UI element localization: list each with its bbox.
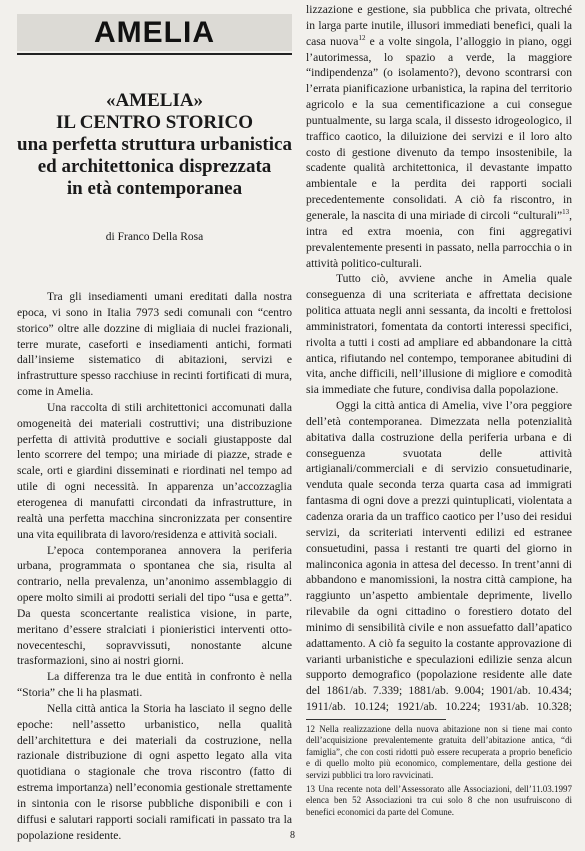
footnotes bbox=[306, 724, 572, 821]
article-author: di Franco Della Rosa bbox=[105, 231, 204, 243]
header-bar bbox=[17, 14, 292, 51]
body-text-span: , intra ed extra moenia, con fini aggregativi prevalentemente presenti in passato, nella parrocchia o in attività politico-culturali. bbox=[306, 208, 572, 270]
header-rule bbox=[17, 53, 292, 55]
body-paragraph: La differenza tra le due entità in confronto è nella “Storia” che li ha plasmati. bbox=[17, 670, 292, 700]
right-column bbox=[306, 0, 572, 715]
footnote: 13 Una recente nota dell’Assessorato alle Associazioni, dell’11.03.1997 elenca ben 52 Associazioni tra cui solo 8 che non usufruiscono di benefici economici da parte del Comune. bbox=[306, 784, 572, 817]
body-text-span: e a volte singola, l’alloggio in piano, oggi l’autorimessa, lo spazio a verde, la maggiore “indipendenza” (o isolamento?), devono scontrarsi con l’errata pianificazione urbanistica, la rapina del territorio agricolo e la sua cementificazione a cui consegue puntualmente, su larga scala, il dissesto idrogeologico, il traffico caotico, la diluizione dei servizi e il loro alto costo di gestione divenuto da tempo insostenibile, la scadente qualità architettonica, il devastante impatto ambientale e la perdita dei rapporti sociali precedentemente consolidati. A ciò fa riscontro, in generale, la nascita di una miriade di circoli “culturali” bbox=[306, 34, 572, 222]
body-paragraph-continued bbox=[306, 2, 572, 271]
body-text-span: lizzazione e gestione, sia pubblica che privata, oltreché in larga parte inutile, illusori immediati benefici, quali la casa nuova bbox=[306, 3, 572, 48]
body-paragraph: Una raccolta di stili architettonici accomunati dalla omogeneità dei materiali costruttivi; una distribuzione perfetta di attività produttive e sociali giustapposte dal lento scorrere del tempo; una miriade di piazze, strade e scale, orti e giardini disseminati e riordinati nel tempo ad utile di ogni necessità. In apparenza un’accozzaglia eterogenea di manufatti circondati da infrastrutture, in realtà una perfetta macchina sincronizzata per consentire una vita equilibrata di lavoro/residenza e attività sociali. bbox=[17, 400, 292, 541]
body-paragraph: Tutto ciò, avviene anche in Amelia quale conseguenza di una scriteriata e affrettata decisione politica attuata negli anni sessanta, da incolti e frettolosi amministratori, fomentata da contorti interessi specifici, rivolta a tutti i costi ad ampliare ed abbandonare la città antica, rifiutando nel contempo, temporanee abitudini di vita, anche difficili, nell’illusione di migliore e comodità sia immediate che future, condivisa dalla popolazione. bbox=[306, 272, 572, 397]
left-body-text bbox=[17, 289, 292, 845]
footnote-rule bbox=[306, 719, 446, 720]
left-column bbox=[17, 60, 292, 845]
right-body-text bbox=[306, 2, 572, 715]
article-title-line: IL CENTRO STORICO bbox=[55, 112, 254, 133]
article-title-line: una perfetta struttura urbanistica bbox=[17, 134, 292, 155]
article-title-line: in età contemporanea bbox=[66, 178, 243, 199]
page-number: 8 bbox=[290, 830, 295, 841]
body-paragraph: Nella città antica la Storia ha lasciato il segno delle epoche: nell’assetto urbanistico, nella qualità dell’architettura e dei materiali da costruzione, nella razionale distribuzione di ogni aspetto legato alla vita quotidiana o stagionale che trova riscontro (fatto di estrema importanza) nell’economia gestionale strettamente in sintonia con le risorse pubbliche disponibili e con i diffusi e salutari rapporti sociali ramificati in passato tra la popolazione residente. bbox=[17, 701, 292, 842]
footnote-ref: 12 bbox=[358, 33, 366, 42]
running-header-title: AMELIA bbox=[94, 16, 215, 49]
body-paragraph: Oggi la città antica di Amelia, vive l’ora peggiore dell’età contemporanea. Dimezzata nella potenzialità abitativa dalla costruzione della periferia urbana e di conseguenza svuotata delle attività artigianali/commerciali e di servizio consuetudinarie, venduta quale seconda terza quarta casa ad immigrati fantasma di ogni dove a prezzi quintuplicati, violentata a cadenza oraria da un traffico caotico per l’uso dei residui servizi, da scriteriati interventi edilizi ed estranee consuetudini, passa i restanti tre quarti del giorno in malinconica agonia in attesa del decesso. In trent’anni di abbandono e manomissioni, la nostra città campione, ha raggiunto un’aspetto ambientale deprimente, livello rilevabile da ogni cittadino o forestiero dotato del minimo di sensibilità civile e non assuefatto dall’apatico adattamento. A ciò fa seguito la costante approvazione di varianti urbanistiche e speculazioni edilizie senza alcun supporto demografico (popolazione residente alle date del 1861/ab. 7.339; 1881/ab. 9.004; 1901/ab. 10.434; 1911/ab. 10.124; 1921/ab. 10.224; 1931/ab. 10.328; bbox=[306, 399, 572, 714]
footnote: 12 Nella realizzazione della nuova abitazione non si tiene mai conto dell’acquisizione prevalentemente gratuita dell’abitazione antica, “di famiglia”, che con costi ridotti può essere recuperata a proprio beneficio e di quello molto più economico, complementare, della gestione dei servizi pubblici tra loro ravvicinati. bbox=[306, 724, 572, 780]
article-title-line: ed architettonica disprezzata bbox=[37, 156, 272, 177]
body-paragraph: L’epoca contemporanea annovera la periferia urbana, programmata o spontanea che sia, risulta al contrario, nella prevalenza, un’anonimo assemblaggio di opere molto simili ai prodotti seriali del tipo “usa e getta”. Da questa sconcertante realistica visione, in parte, meritano d’essere stralciati i pionieristici interventi otto-novecenteschi, sopravvissuti, nonostante alcune trasformazioni, sino ai nostri giorni. bbox=[17, 543, 292, 668]
article-title bbox=[17, 90, 292, 200]
footnote-ref: 13 bbox=[562, 208, 570, 217]
body-paragraph: Tra gli insediamenti umani ereditati dalla nostra epoca, vi sono in Italia 7973 sedi comunali con “centro storico” oltre alle dozzine di migliaia di nuclei frazionali, terre murate, caseforti e insediamenti antichi, formati dall’insieme sistematico di abitazioni, servizi e infrastrutture spesso racchiuse in recinti fortificati di mura, come in Amelia. bbox=[17, 290, 292, 399]
article-title-line: «AMELIA» bbox=[105, 90, 204, 111]
body-paragraph bbox=[17, 844, 292, 845]
